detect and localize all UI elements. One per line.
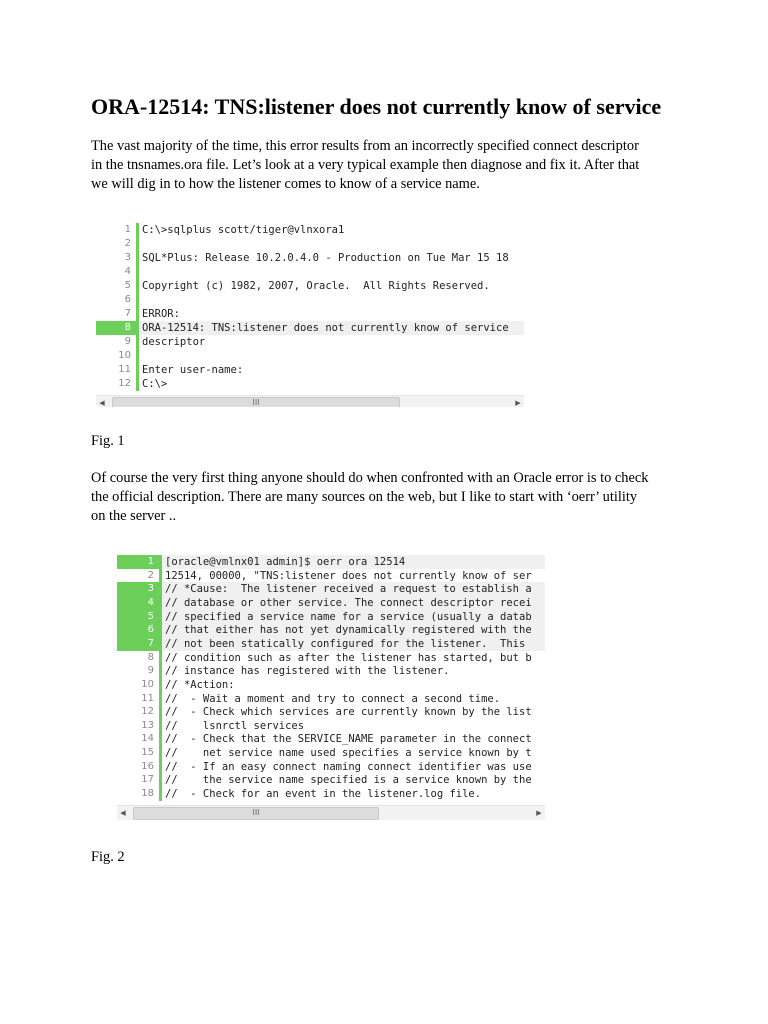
gutter-marker [136,251,139,265]
gutter-marker [136,237,139,251]
intro-line: in the tnsnames.ora file. Let’s look at a very typical example then diagnose and fix it. After that [91,157,640,173]
code-line-text: // condition such as after the listener has started, but b [165,651,532,664]
gutter-marker [136,335,139,349]
code-line [117,719,545,733]
code-line [117,623,545,637]
code-line-text [140,293,524,307]
code-line [117,555,545,569]
code-line-text: // - Check that the SERVICE_NAME parameter in the connect [165,733,532,746]
scroll-left-icon[interactable]: ◀ [99,399,105,407]
gutter-marker [159,651,162,665]
code-line-text: descriptor [142,336,206,348]
code-line-text: ORA-12514: TNS:listener does not currently know of service [140,321,524,335]
code-line [117,596,545,610]
code-line [96,279,524,293]
line-number: 17 [141,774,154,786]
code-line-text: // *Cause: The listener received a request to establish a [163,582,545,596]
code-line [96,293,524,307]
line-number: 18 [141,788,154,800]
code-line [117,610,545,624]
line-number: 4 [124,266,131,277]
gutter-marker [136,293,139,307]
code-figure-1 [96,223,524,407]
intro-paragraph [91,137,691,194]
gutter-marker [159,678,162,692]
gutter-marker [159,623,162,637]
gutter-marker [159,610,162,624]
horizontal-scrollbar[interactable] [96,395,524,407]
code-line-text: // - Wait a moment and try to connect a second time. [165,692,501,705]
code-line [117,692,545,706]
line-number: 12 [118,378,131,389]
code-line [117,651,545,665]
line-number: 14 [141,733,154,745]
code-line-text [140,265,524,279]
scroll-thumb[interactable]: III [133,807,379,820]
line-number: 7 [117,637,159,651]
gutter-marker [159,637,162,651]
gutter-marker [159,746,162,760]
code-line [117,664,545,678]
code-line [117,582,545,596]
line-number: 5 [124,280,131,291]
code-line-text: // not been statically configured for the listener. This [163,637,545,651]
code-line-text: C:\> [142,378,168,390]
code-line [117,732,545,746]
line-number: 13 [141,719,154,731]
gutter-marker [159,773,162,787]
gutter-marker [159,596,162,610]
scroll-left-icon[interactable]: ◀ [120,808,126,817]
intro-line: The vast majority of the time, this error results from an incorrectly specified connect descriptor [91,138,639,154]
code-line [96,321,524,335]
code-line-text: // - If an easy connect naming connect identifier was use [165,760,532,773]
code-line [96,265,524,279]
code-line [117,746,545,760]
code-line [117,569,545,583]
line-number: 7 [124,308,131,319]
code-line [96,363,524,377]
code-line [117,773,545,787]
code-line [96,223,524,237]
code-line-text: // instance has registered with the listener. [165,665,450,678]
figure-1-caption: Fig. 1 [91,433,125,449]
gutter-marker [136,363,139,377]
code-line [117,637,545,651]
line-number: 9 [147,665,154,677]
gutter-marker [136,265,139,279]
gutter-marker [136,279,139,293]
line-number: 4 [117,596,159,610]
oerr-line: the official description. There are many sources on the web, but I like to start with ‘oerr’ utility [91,489,638,505]
line-number: 16 [141,760,154,772]
code-line-text: ERROR: [142,308,180,320]
code-line [96,307,524,321]
line-number: 15 [141,747,154,759]
code-line [96,349,524,363]
gutter-marker [136,223,139,237]
line-number: 8 [96,321,136,335]
oerr-line: Of course the very first thing anyone should do when confronted with an Oracle error is to check [91,470,649,486]
gutter-marker [159,760,162,774]
line-number: 12 [141,706,154,718]
code-line-text: // that either has not yet dynamically registered with the [163,623,545,637]
intro-line: we will dig in to how the listener comes to know of a service name. [91,176,480,192]
gutter-marker [136,349,139,363]
line-number: 10 [118,350,131,361]
gutter-marker [159,705,162,719]
code-line-text: // lsnrctl services [165,719,305,732]
line-number: 5 [117,610,159,624]
line-number: 3 [124,252,131,263]
figure-2-caption: Fig. 2 [91,849,125,865]
code-line [117,678,545,692]
oerr-paragraph [91,469,691,526]
gutter-marker [159,569,162,583]
code-line [96,251,524,265]
gutter-marker [159,692,162,706]
code-line-text: 12514, 00000, "TNS:listener does not currently know of ser [165,569,532,582]
code-line-text [140,349,524,363]
code-line-text: // - Check for an event in the listener.log file. [165,788,482,801]
code-line-text: // the service name specified is a service known by the [165,774,532,787]
line-number: 2 [147,569,154,581]
code-line-text: // net service name used specifies a service known by t [165,747,532,760]
line-number: 10 [141,678,154,690]
code-line-text: [oracle@vmlnx01 admin]$ oerr ora 12514 [163,555,545,569]
gutter-marker [159,664,162,678]
code-line-text: // *Action: [165,678,235,691]
gutter-marker [136,377,139,391]
page-title: ORA-12514: TNS:listener does not currently know of service [91,94,662,119]
code-line-text: // specified a service name for a service (usually a datab [163,610,545,624]
code-line-text [140,237,524,251]
line-number: 8 [147,651,154,663]
gutter-marker [159,787,162,801]
code-line-text: // database or other service. The connect descriptor recei [163,596,545,610]
gutter-marker [159,719,162,733]
line-number: 6 [117,623,159,637]
code-line [117,705,545,719]
line-number: 9 [124,336,131,347]
horizontal-scrollbar[interactable] [117,805,545,820]
code-line [96,335,524,349]
line-number: 1 [124,224,131,235]
line-number: 1 [117,555,159,569]
gutter-marker [159,555,162,569]
line-number: 2 [124,238,131,249]
code-line-text: C:\>sqlplus scott/tiger@vlnxora1 [142,224,345,236]
code-line [117,760,545,774]
code-figure-2 [117,555,545,821]
line-number: 11 [141,692,154,704]
oerr-line: on the server .. [91,508,177,524]
scroll-thumb[interactable]: III [112,397,400,407]
code-line [96,377,524,391]
code-line-text: Copyright (c) 1982, 2007, Oracle. All Rights Reserved. [142,280,490,292]
gutter-marker [159,582,162,596]
code-line-text: Enter user-name: [142,364,244,376]
gutter-marker [136,307,139,321]
scroll-right-icon[interactable]: ▶ [515,399,521,407]
code-line-text: SQL*Plus: Release 10.2.0.4.0 - Production on Tue Mar 15 18 [142,252,509,264]
line-number: 3 [117,582,159,596]
code-line [117,787,545,801]
line-number: 11 [118,364,131,375]
gutter-marker [159,732,162,746]
line-number: 6 [124,294,131,305]
code-line-text: // - Check which services are currently known by the list [165,706,532,719]
scroll-right-icon[interactable]: ▶ [536,808,542,817]
code-line [96,237,524,251]
gutter-marker [136,321,139,335]
